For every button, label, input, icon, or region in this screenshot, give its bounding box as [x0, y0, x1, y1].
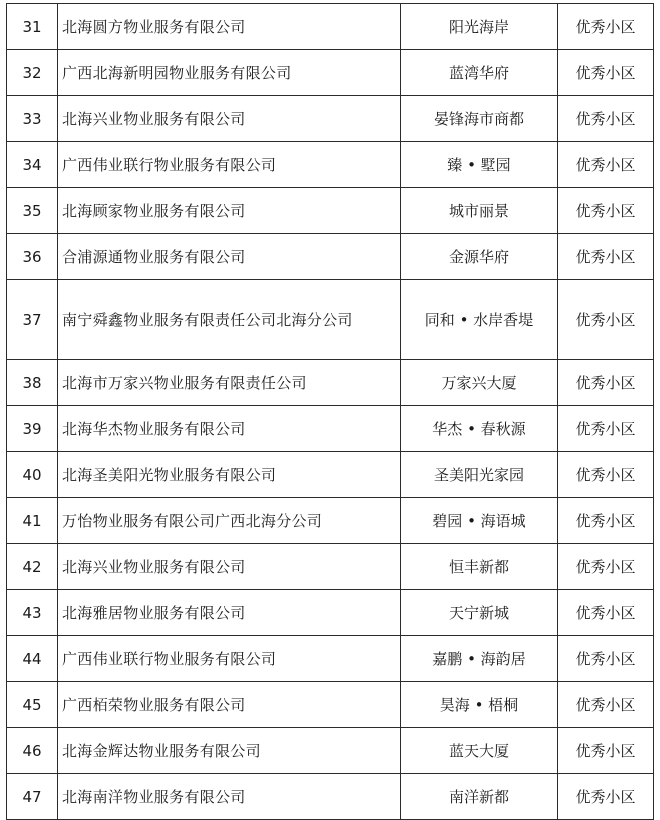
company-name: 合浦源通物业服务有限公司	[58, 234, 401, 280]
table-row	[7, 774, 654, 820]
row-number: 36	[7, 234, 58, 280]
community-name: 碧园 • 海语城	[401, 498, 558, 544]
row-number: 40	[7, 452, 58, 498]
table-row	[7, 234, 654, 280]
company-name: 北海兴业物业服务有限公司	[58, 544, 401, 590]
table-row	[7, 50, 654, 96]
table-row	[7, 4, 654, 50]
row-number: 31	[7, 4, 58, 50]
community-name: 同和 • 水岸香堤	[401, 280, 558, 360]
table-row	[7, 142, 654, 188]
award-title: 优秀小区	[558, 590, 654, 636]
table-row	[7, 188, 654, 234]
company-name: 万怡物业服务有限公司广西北海分公司	[58, 498, 401, 544]
award-title: 优秀小区	[558, 280, 654, 360]
table-row	[7, 360, 654, 406]
row-number: 45	[7, 682, 58, 728]
community-name: 嘉鹏 • 海韵居	[401, 636, 558, 682]
company-name: 广西伟业联行物业服务有限公司	[58, 142, 401, 188]
company-name: 北海南洋物业服务有限公司	[58, 774, 401, 820]
row-number: 47	[7, 774, 58, 820]
award-title: 优秀小区	[558, 682, 654, 728]
award-title: 优秀小区	[558, 96, 654, 142]
company-name: 广西栢荣物业服务有限公司	[58, 682, 401, 728]
row-number: 41	[7, 498, 58, 544]
row-number: 37	[7, 280, 58, 360]
award-title: 优秀小区	[558, 728, 654, 774]
company-name: 广西北海新明园物业服务有限公司	[58, 50, 401, 96]
row-number: 35	[7, 188, 58, 234]
award-list-table	[6, 3, 654, 820]
row-number: 33	[7, 96, 58, 142]
award-title: 优秀小区	[558, 50, 654, 96]
company-name: 北海华杰物业服务有限公司	[58, 406, 401, 452]
award-title: 优秀小区	[558, 360, 654, 406]
award-title: 优秀小区	[558, 142, 654, 188]
community-name: 恒丰新都	[401, 544, 558, 590]
community-name: 华杰 • 春秋源	[401, 406, 558, 452]
row-number: 46	[7, 728, 58, 774]
award-title: 优秀小区	[558, 188, 654, 234]
table-row	[7, 682, 654, 728]
company-name: 北海圣美阳光物业服务有限公司	[58, 452, 401, 498]
table-row	[7, 498, 654, 544]
row-number: 39	[7, 406, 58, 452]
award-title: 优秀小区	[558, 498, 654, 544]
award-title: 优秀小区	[558, 234, 654, 280]
community-name: 城市丽景	[401, 188, 558, 234]
row-number: 44	[7, 636, 58, 682]
award-title: 优秀小区	[558, 452, 654, 498]
company-name: 广西伟业联行物业服务有限公司	[58, 636, 401, 682]
award-title: 优秀小区	[558, 636, 654, 682]
community-name: 天宁新城	[401, 590, 558, 636]
award-title: 优秀小区	[558, 406, 654, 452]
row-number: 42	[7, 544, 58, 590]
award-list-body	[7, 4, 654, 820]
community-name: 晏锋海市商都	[401, 96, 558, 142]
company-name: 北海圆方物业服务有限公司	[58, 4, 401, 50]
row-number: 43	[7, 590, 58, 636]
award-title: 优秀小区	[558, 774, 654, 820]
company-name: 北海市万家兴物业服务有限责任公司	[58, 360, 401, 406]
company-name: 南宁舜鑫物业服务有限责任公司北海分公司	[58, 280, 401, 360]
table-row	[7, 280, 654, 360]
company-name: 北海顾家物业服务有限公司	[58, 188, 401, 234]
community-name: 臻 • 墅园	[401, 142, 558, 188]
row-number: 38	[7, 360, 58, 406]
table-row	[7, 544, 654, 590]
company-name: 北海雅居物业服务有限公司	[58, 590, 401, 636]
row-number: 32	[7, 50, 58, 96]
table-row	[7, 96, 654, 142]
table-row	[7, 406, 654, 452]
community-name: 万家兴大厦	[401, 360, 558, 406]
table-row	[7, 636, 654, 682]
table-row	[7, 452, 654, 498]
award-title: 优秀小区	[558, 4, 654, 50]
community-name: 南洋新都	[401, 774, 558, 820]
company-name: 北海金辉达物业服务有限公司	[58, 728, 401, 774]
community-name: 阳光海岸	[401, 4, 558, 50]
table-row	[7, 590, 654, 636]
row-number: 34	[7, 142, 58, 188]
community-name: 蓝天大厦	[401, 728, 558, 774]
table-row	[7, 728, 654, 774]
company-name: 北海兴业物业服务有限公司	[58, 96, 401, 142]
community-name: 蓝湾华府	[401, 50, 558, 96]
community-name: 圣美阳光家园	[401, 452, 558, 498]
community-name: 金源华府	[401, 234, 558, 280]
community-name: 昊海 • 梧桐	[401, 682, 558, 728]
award-title: 优秀小区	[558, 544, 654, 590]
